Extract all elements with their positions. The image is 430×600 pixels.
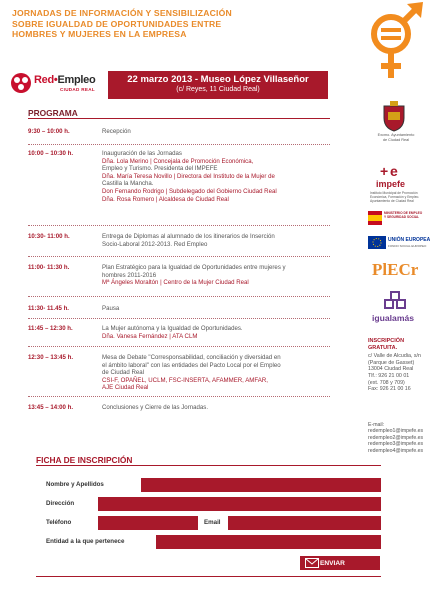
- entity-field[interactable]: [156, 535, 381, 549]
- ministerio-logo: MINISTERIO DE EMPLEO Y SEGURIDAD SOCIAL: [368, 209, 424, 229]
- program-time: 10:00 – 10:30 h.: [28, 150, 74, 157]
- programa-heading: PROGRAMA: [28, 108, 78, 118]
- logo-brand: Red•Empleo: [34, 74, 96, 86]
- red-empleo-logo: [10, 69, 102, 99]
- email-field-label: Email: [204, 519, 221, 526]
- svg-text:+: +: [380, 163, 389, 179]
- divider: [28, 225, 330, 226]
- divider: [28, 256, 330, 257]
- form-row-contact: [36, 516, 381, 530]
- form-row-address: [36, 497, 381, 511]
- divider: [28, 396, 330, 397]
- name-field[interactable]: [141, 478, 381, 492]
- title-line-1: JORNADAS DE INFORMACIÓN Y SENSIBILIZACIÓN: [12, 8, 232, 18]
- email-link[interactable]: redempleo2@impefe.es: [368, 434, 424, 441]
- entity-label: Entidad a la que pertenece: [46, 538, 125, 545]
- form-row-entity: [36, 535, 381, 549]
- divider: [36, 465, 381, 466]
- crest-caption: Excmo. Ayuntamiento de Ciudad Real: [377, 133, 415, 142]
- program-desc: Entrega de Diplomas al alumnado de los itinerarios de Inserción Socio-Laboral 2012-2013. Red Empleo: [102, 233, 275, 248]
- spain-flag-icon: [368, 211, 382, 225]
- event-address: (c/ Reyes, 11 Ciudad Real): [176, 86, 260, 93]
- program-time: 11:00- 11:30 h.: [28, 264, 70, 271]
- program-desc: Inauguración de las Jornadas Dña. Lola Merino | Concejala de Promoción Económica, Empleo y Turismo. Presidenta del IMPEFE Dña. María Teresa Novillo | Directora del Instituto de la Mujer de Castilla la Mancha. Don Fernando Rodrigo | Subdelegado del Gobierno Ciudad Real Dña. Rosa Romero | Alcaldesa de Ciudad Real: [102, 150, 277, 203]
- email-link[interactable]: redempleo4@impefe.es: [368, 447, 424, 454]
- program-time: 10:30- 11:00 h.: [28, 233, 70, 240]
- program-desc: Conclusiones y Cierre de las Jornadas.: [102, 404, 209, 411]
- form-row-name: [36, 478, 381, 492]
- divider: [28, 318, 330, 319]
- igualamas-name: igualamás: [372, 313, 415, 323]
- divider: [36, 576, 381, 577]
- title-line-2: SOBRE IGUALDAD DE OPORTUNIDADES ENTRE: [12, 18, 222, 29]
- divider: [28, 346, 330, 347]
- email-field[interactable]: [228, 516, 381, 530]
- plecr-logo: PlECr: [372, 260, 419, 279]
- impefe-name: impefe: [376, 179, 406, 189]
- page-title: [12, 8, 312, 40]
- envelope-icon: [305, 558, 319, 568]
- impefe-caption: Instituto Municipal de Promoción Económica, Formación y Empleo. Ayuntamiento de Ciudad Real: [370, 191, 420, 203]
- divider: [28, 118, 330, 119]
- address-field[interactable]: [98, 497, 381, 511]
- logo-subtitle: CIUDAD REAL: [60, 87, 95, 92]
- union-europea-logo: UNIÓN EUROPEA FONDO SOCIAL EUROPEO: [368, 236, 424, 258]
- email-list: [368, 422, 424, 454]
- inscripcion-info: INSCRIPCIÓN GRATUITA. c/ Valle de Alcudia, s/n (Parque de Gasset) 13004 Ciudad Real Tlf.: 926 21 00 01 (ext. 708 y 709) Fax: 926 21 00 16: [368, 338, 424, 393]
- program-time: 11:45 – 12:30 h.: [28, 325, 73, 332]
- phone-label: Teléfono: [46, 519, 72, 526]
- title-line-3: HOMBRES Y MUJERES EN LA EMPRESA: [12, 29, 187, 39]
- inscripcion-heading: INSCRIPCIÓN GRATUITA.: [368, 338, 405, 351]
- impefe-logo-icon: [378, 163, 402, 179]
- program-desc: Recepción: [102, 128, 131, 135]
- program-time: 12:30 – 13:45 h.: [28, 354, 74, 361]
- program-desc: La Mujer autónoma y la Igualdad de Oportunidades. Dña. Vanesa Fernández | ATA CLM: [102, 325, 243, 340]
- submit-button[interactable]: ENVIAR: [300, 556, 380, 570]
- form-heading: FICHA DE INSCRIPCIÓN: [36, 455, 133, 465]
- program-time: 9:30 – 10:00 h.: [28, 128, 70, 135]
- program-time: 11:30- 11.45 h.: [28, 305, 69, 312]
- svg-text:e: e: [390, 163, 398, 179]
- ayuntamiento-crest-icon: [378, 100, 410, 132]
- event-date-place: 22 marzo 2013 - Museo López Villaseñor: [127, 74, 309, 85]
- program-desc: Plan Estratégico para la Igualdad de Oportunidades entre mujeres y hombres 2011-2016 Mª Ángeles Moraltón | Centro de la Mujer Ciudad Real: [102, 264, 286, 287]
- address-label: Dirección: [46, 500, 75, 507]
- program-time: 13:45 – 14:00 h.: [28, 404, 74, 411]
- divider: [28, 296, 330, 297]
- email-link[interactable]: redempleo1@impefe.es: [368, 428, 424, 435]
- program-desc: Mesa de Debate "Corresponsabilidad, conciliación y diversidad en el ámbito laboral" con las entidades del Pacto Local por el Empleo de Ciudad Real CSI-F, OPAÑEL, UCLM, FSC-INSERTA, AFAMMER, AMFAR, AJE Ciudad Real: [102, 354, 281, 392]
- event-banner: [108, 71, 328, 99]
- name-label: Nombre y Apellidos: [46, 481, 104, 488]
- eu-flag-icon: [368, 236, 386, 249]
- red-empleo-logo-icon: [10, 72, 32, 94]
- program-desc: Pausa: [102, 305, 120, 312]
- divider: [28, 144, 330, 145]
- phone-field[interactable]: [98, 516, 198, 530]
- gender-equality-icon: [361, 0, 425, 84]
- email-label: E-mail:: [368, 422, 385, 428]
- email-link[interactable]: redempleo3@impefe.es: [368, 441, 424, 448]
- igualamas-logo-icon: [385, 292, 405, 310]
